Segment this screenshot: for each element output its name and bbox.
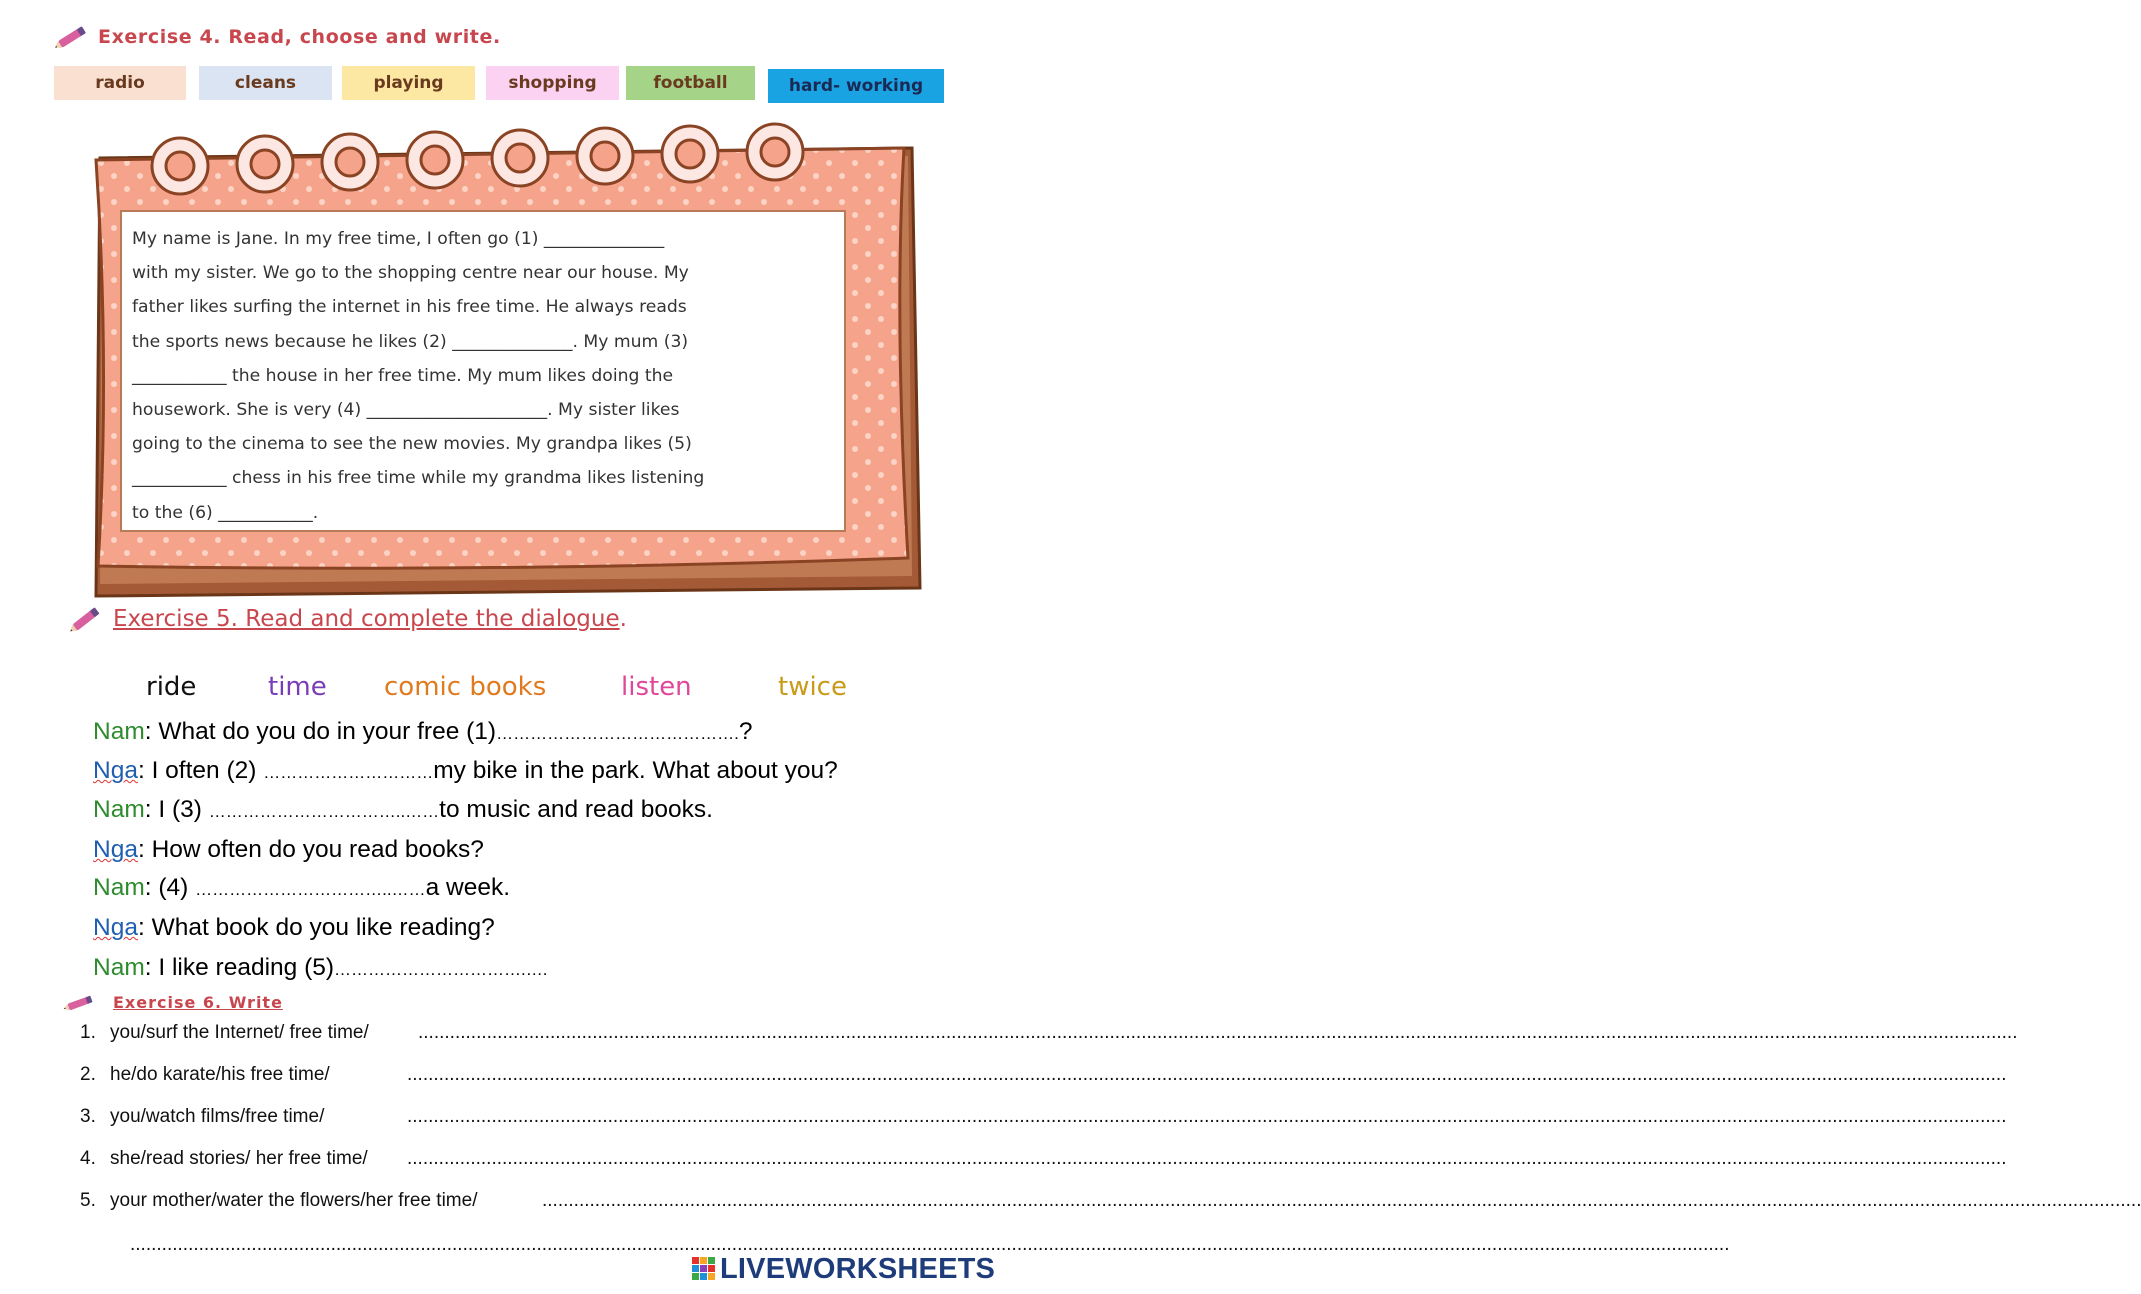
write-item <box>80 1148 368 1170</box>
exercise5-title <box>113 606 627 632</box>
answer-line[interactable]: ............................................................................................................................................................................................................................................................................................................... <box>542 1190 2141 1211</box>
speaker-nam: Nam <box>93 796 145 823</box>
dialogue-end: to music and read books. <box>439 796 713 823</box>
dialogue-line <box>93 718 752 746</box>
word-chip-radio[interactable]: radio <box>54 66 186 100</box>
speaker-nga: Nga <box>93 836 138 863</box>
item-prompt: you/watch films/free time/ <box>110 1106 325 1127</box>
passage-line: to the (6) ___________. <box>132 502 319 523</box>
liveworksheets-logo-text: LIVEWORKSHEETS <box>720 1253 996 1285</box>
pen-icon <box>52 22 92 52</box>
dialogue-text: : I (3) <box>144 796 209 823</box>
word-chip-hard-working[interactable]: hard- working <box>768 69 944 103</box>
answer-line[interactable]: ............................................................................................................................................................................................................................................................................................................... <box>407 1148 2007 1169</box>
dialogue-text: : What do you do in your free (1) <box>144 718 497 745</box>
liveworksheets-logo-icon <box>692 1257 716 1283</box>
dialogue-line <box>93 796 713 824</box>
passage-line: ___________ chess in his free time while my grandma likes listening <box>132 468 705 489</box>
dialogue-line <box>93 757 838 785</box>
answer-blank[interactable]: ……………………………..…… <box>195 880 426 899</box>
speaker-nga: Nga <box>93 757 138 784</box>
pen-icon <box>66 604 106 634</box>
passage-line: ___________ the house in her free time. My mum likes doing the <box>132 365 674 386</box>
item-prompt: your mother/water the flowers/her free time/ <box>110 1190 478 1211</box>
passage-line: housework. She is very (4) _____________________. My sister likes <box>132 400 680 421</box>
dialogue-line <box>93 836 484 864</box>
dialogue-line <box>93 874 510 902</box>
word-twice[interactable]: twice <box>778 672 847 702</box>
item-number: 2. <box>80 1064 96 1085</box>
word-ride[interactable]: ride <box>146 672 197 702</box>
passage-line: father likes surfing the internet in his free time. He always reads <box>132 297 687 318</box>
dialogue-end: a week. <box>425 874 510 901</box>
passage-text <box>132 222 832 530</box>
dialogue-text: : I like reading (5) <box>144 954 335 981</box>
item-number: 3. <box>80 1106 96 1127</box>
speaker-nam: Nam <box>93 874 145 901</box>
dialogue-text: : How often do you read books? <box>137 836 484 863</box>
answer-blank[interactable]: ……………………………………. <box>496 724 739 743</box>
item-prompt: you/surf the Internet/ free time/ <box>110 1022 369 1043</box>
answer-line[interactable]: ............................................................................................................................................................................................................................................................................................................... <box>418 1022 2018 1043</box>
dialogue-text: : I often (2) <box>137 757 264 784</box>
item-prompt: he/do karate/his free time/ <box>110 1064 330 1085</box>
speaker-nam: Nam <box>93 718 145 745</box>
passage-line: going to the cinema to see the new movies. My grandpa likes (5) <box>132 434 692 455</box>
exercise5-title-main: Exercise 5. Read and complete the dialogue <box>113 606 620 632</box>
answer-blank[interactable]: ……………………………..…… <box>208 802 440 821</box>
dialogue-text: : (4) <box>144 874 196 901</box>
item-number: 4. <box>80 1148 96 1169</box>
dialogue-line <box>93 914 495 942</box>
item-prompt: she/read stories/ her free time/ <box>110 1148 368 1169</box>
dialogue-text: : What book do you like reading? <box>137 914 495 941</box>
pen-icon <box>60 990 100 1016</box>
exercise4-title: Exercise 4. Read, choose and write. <box>98 26 501 48</box>
word-listen[interactable]: listen <box>621 672 692 702</box>
passage-line: My name is Jane. In my free time, I often go (1) ______________ <box>132 229 665 249</box>
word-chip-shopping[interactable]: shopping <box>486 66 619 100</box>
write-item <box>80 1064 330 1086</box>
speaker-nam: Nam <box>93 954 145 981</box>
word-time[interactable]: time <box>268 672 327 702</box>
dialogue-line <box>93 954 547 982</box>
answer-blank[interactable]: …………………………….…. <box>334 960 548 979</box>
passage-line: with my sister. We go to the shopping centre near our house. My <box>132 263 689 284</box>
word-chip-football[interactable]: football <box>626 66 755 100</box>
passage-line: the sports news because he likes (2) ______________. My mum (3) <box>132 331 689 352</box>
write-item <box>80 1022 369 1044</box>
word-chip-cleans[interactable]: cleans <box>199 66 332 100</box>
exercise5-title-end: . <box>619 606 627 632</box>
exercise6-title: Exercise 6. Write <box>113 993 283 1012</box>
write-item <box>80 1106 324 1128</box>
answer-blank[interactable]: ………………………… <box>263 763 434 782</box>
answer-line[interactable]: ............................................................................................................................................................................................................................................................................................................... <box>407 1106 2007 1127</box>
word-comic-books[interactable]: comic books <box>384 672 547 702</box>
speaker-nga: Nga <box>93 914 138 941</box>
dialogue-end: my bike in the park. What about you? <box>433 757 838 784</box>
answer-line[interactable]: ............................................................................................................................................................................................................................................................................................................... <box>407 1064 2007 1085</box>
word-chip-playing[interactable]: playing <box>342 66 475 100</box>
dialogue-end: ? <box>738 718 753 745</box>
item-number: 5. <box>80 1190 96 1211</box>
answer-line-continuation[interactable]: ............................................................................................................................................................................................................................................................................................................... <box>130 1234 1730 1255</box>
item-number: 1. <box>80 1022 96 1043</box>
write-item <box>80 1190 477 1212</box>
